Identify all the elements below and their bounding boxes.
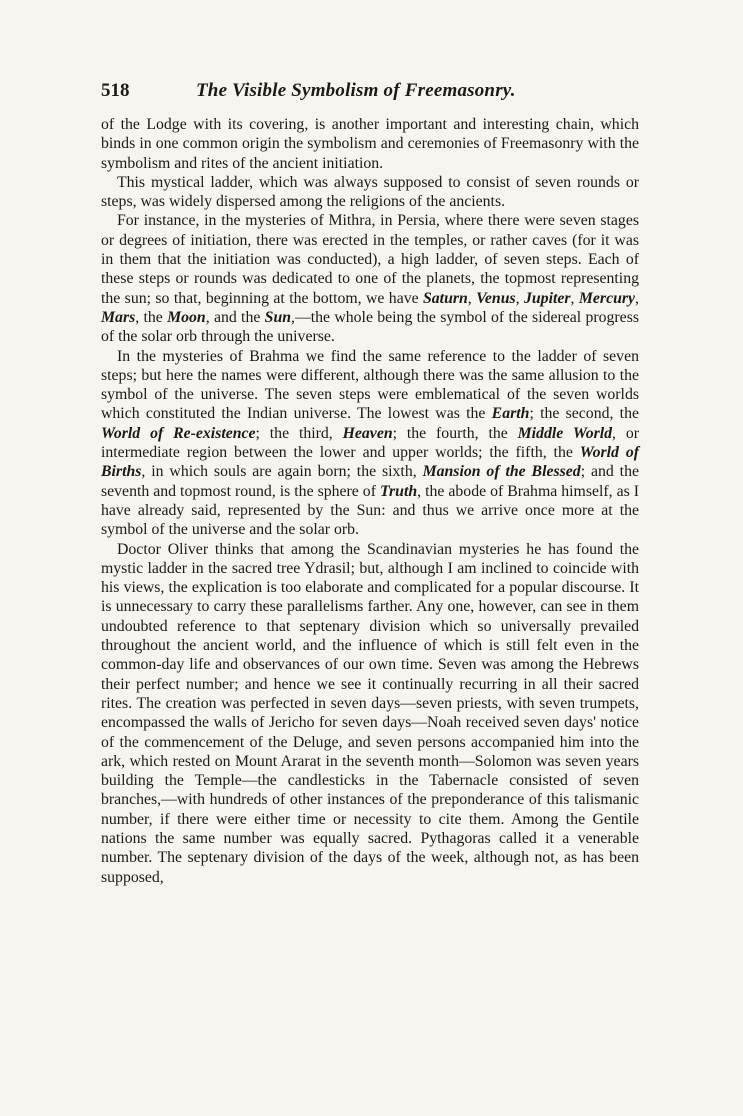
paragraph — [101, 347, 639, 540]
text-run: ; and the seventh and topmost round, is the sphere of — [101, 463, 639, 500]
text-run: Doctor Oliver thinks that among the Scandinavian mysteries he has found the mystic ladder in the sacred tree Ydrasil; but, although I am inclined to coincide with his views, the explication is too elaborate and complicated for a popular discourse. It is unnecessary to carry these parallelisms farther. Any one, however, can see in them undoubted reference to that septenary division which so universally prevailed throughout the ancient world, and the influence of which is still felt even in the common-day life and observances of our own time. Seven was among the Hebrews their perfect number; and hence we see it continually recurring in all their sacred rites. The creation was perfected in seven days—seven priests, with seven trumpets, encompassed the walls of Jericho for seven days—Noah received seven days' notice of the commencement of the Deluge, and seven persons accompanied him into the ark, which rested on Mount Ararat in the seventh month—Solomon was seven years building the Temple—the candlesticks in the Tabernacle consisted of seven branches,—with hundreds of other instances of the preponderance of this talismanic number, if there were either time or necessity to cite them. Among the Gentile nations the same number was equally sacred. Pythagoras called it a venerable number. The septenary division of the days of the week, although not, as has been supposed, — [101, 540, 639, 886]
italic-term: Mercury — [578, 289, 636, 307]
italic-term: Middle World — [517, 424, 613, 442]
text-run: , the abode of Brahma himself, as I have already said, represented by the Sun: and thus we arrive once more at the symbol of the universe and the solar orb. — [101, 482, 639, 539]
text-run: ; the third, — [255, 424, 343, 442]
italic-term: Mansion of the Blessed — [422, 463, 581, 481]
italic-term: World of Births — [101, 444, 639, 481]
paragraph — [101, 540, 639, 887]
text-run: , or intermediate region between the lower and upper worlds; the fifth, the — [101, 424, 639, 462]
paragraph — [101, 115, 639, 173]
text-run: , — [467, 289, 477, 307]
italic-term: Mars — [101, 308, 136, 326]
text-run: , and the — [205, 308, 265, 326]
text-run: , the — [135, 308, 168, 326]
text-run: In the mysteries of Brahma we find the same reference to the ladder of seven steps; but here the names were different, although there was the same allusion to the symbol of the universe. The seven steps were emblematical of the seven worlds which constituted the Indian universe. The lowest was the — [101, 347, 639, 423]
text-run: ; the second, the — [529, 405, 639, 423]
italic-term: Moon — [167, 308, 206, 326]
page-header — [101, 80, 641, 106]
italic-term: Heaven — [342, 424, 393, 442]
text-run: ,—the whole being the symbol of the sidereal progress of the solar orb through the universe. — [101, 308, 639, 346]
italic-term: Truth — [379, 482, 418, 500]
text-run: For instance, in the mysteries of Mithra, in Persia, where there were seven stages or degrees of initiation, there was erected in the temples, or rather caves (for it was in them that the initiation was conducted), a high ladder, of seven steps. Each of these steps or rounds was dedicated to one of the planets, the topmost representing the sun; so that, beginning at the bottom, we have — [101, 212, 639, 307]
text-run: , — [570, 289, 579, 307]
running-title: The Visible Symbolism of Freemasonry. — [196, 80, 516, 101]
text-run: , in which souls are again born; the sixth, — [141, 463, 423, 481]
text-run: , — [635, 289, 639, 307]
italic-term: Saturn — [423, 289, 468, 307]
page-number: 518 — [101, 80, 130, 101]
italic-term: Venus — [476, 289, 516, 307]
text-run: This mystical ladder, which was always supposed to consist of seven rounds or steps, was widely dispersed among the religions of the ancients. — [101, 173, 639, 211]
italic-term: Sun — [264, 308, 292, 326]
italic-term: World of Re-existence — [101, 424, 256, 442]
text-run: ; the fourth, the — [392, 424, 518, 442]
text-run: , — [515, 289, 524, 307]
paragraph — [101, 211, 639, 346]
text-run: of the Lodge with its covering, is another important and interesting chain, which binds in one common origin the symbolism and ceremonies of Freemasonry with the symbolism and rites of the ancient initiation. — [101, 116, 639, 172]
paragraph — [101, 173, 639, 212]
body-text — [101, 115, 639, 887]
italic-term: Jupiter — [524, 289, 571, 307]
italic-term: Earth — [491, 405, 530, 423]
